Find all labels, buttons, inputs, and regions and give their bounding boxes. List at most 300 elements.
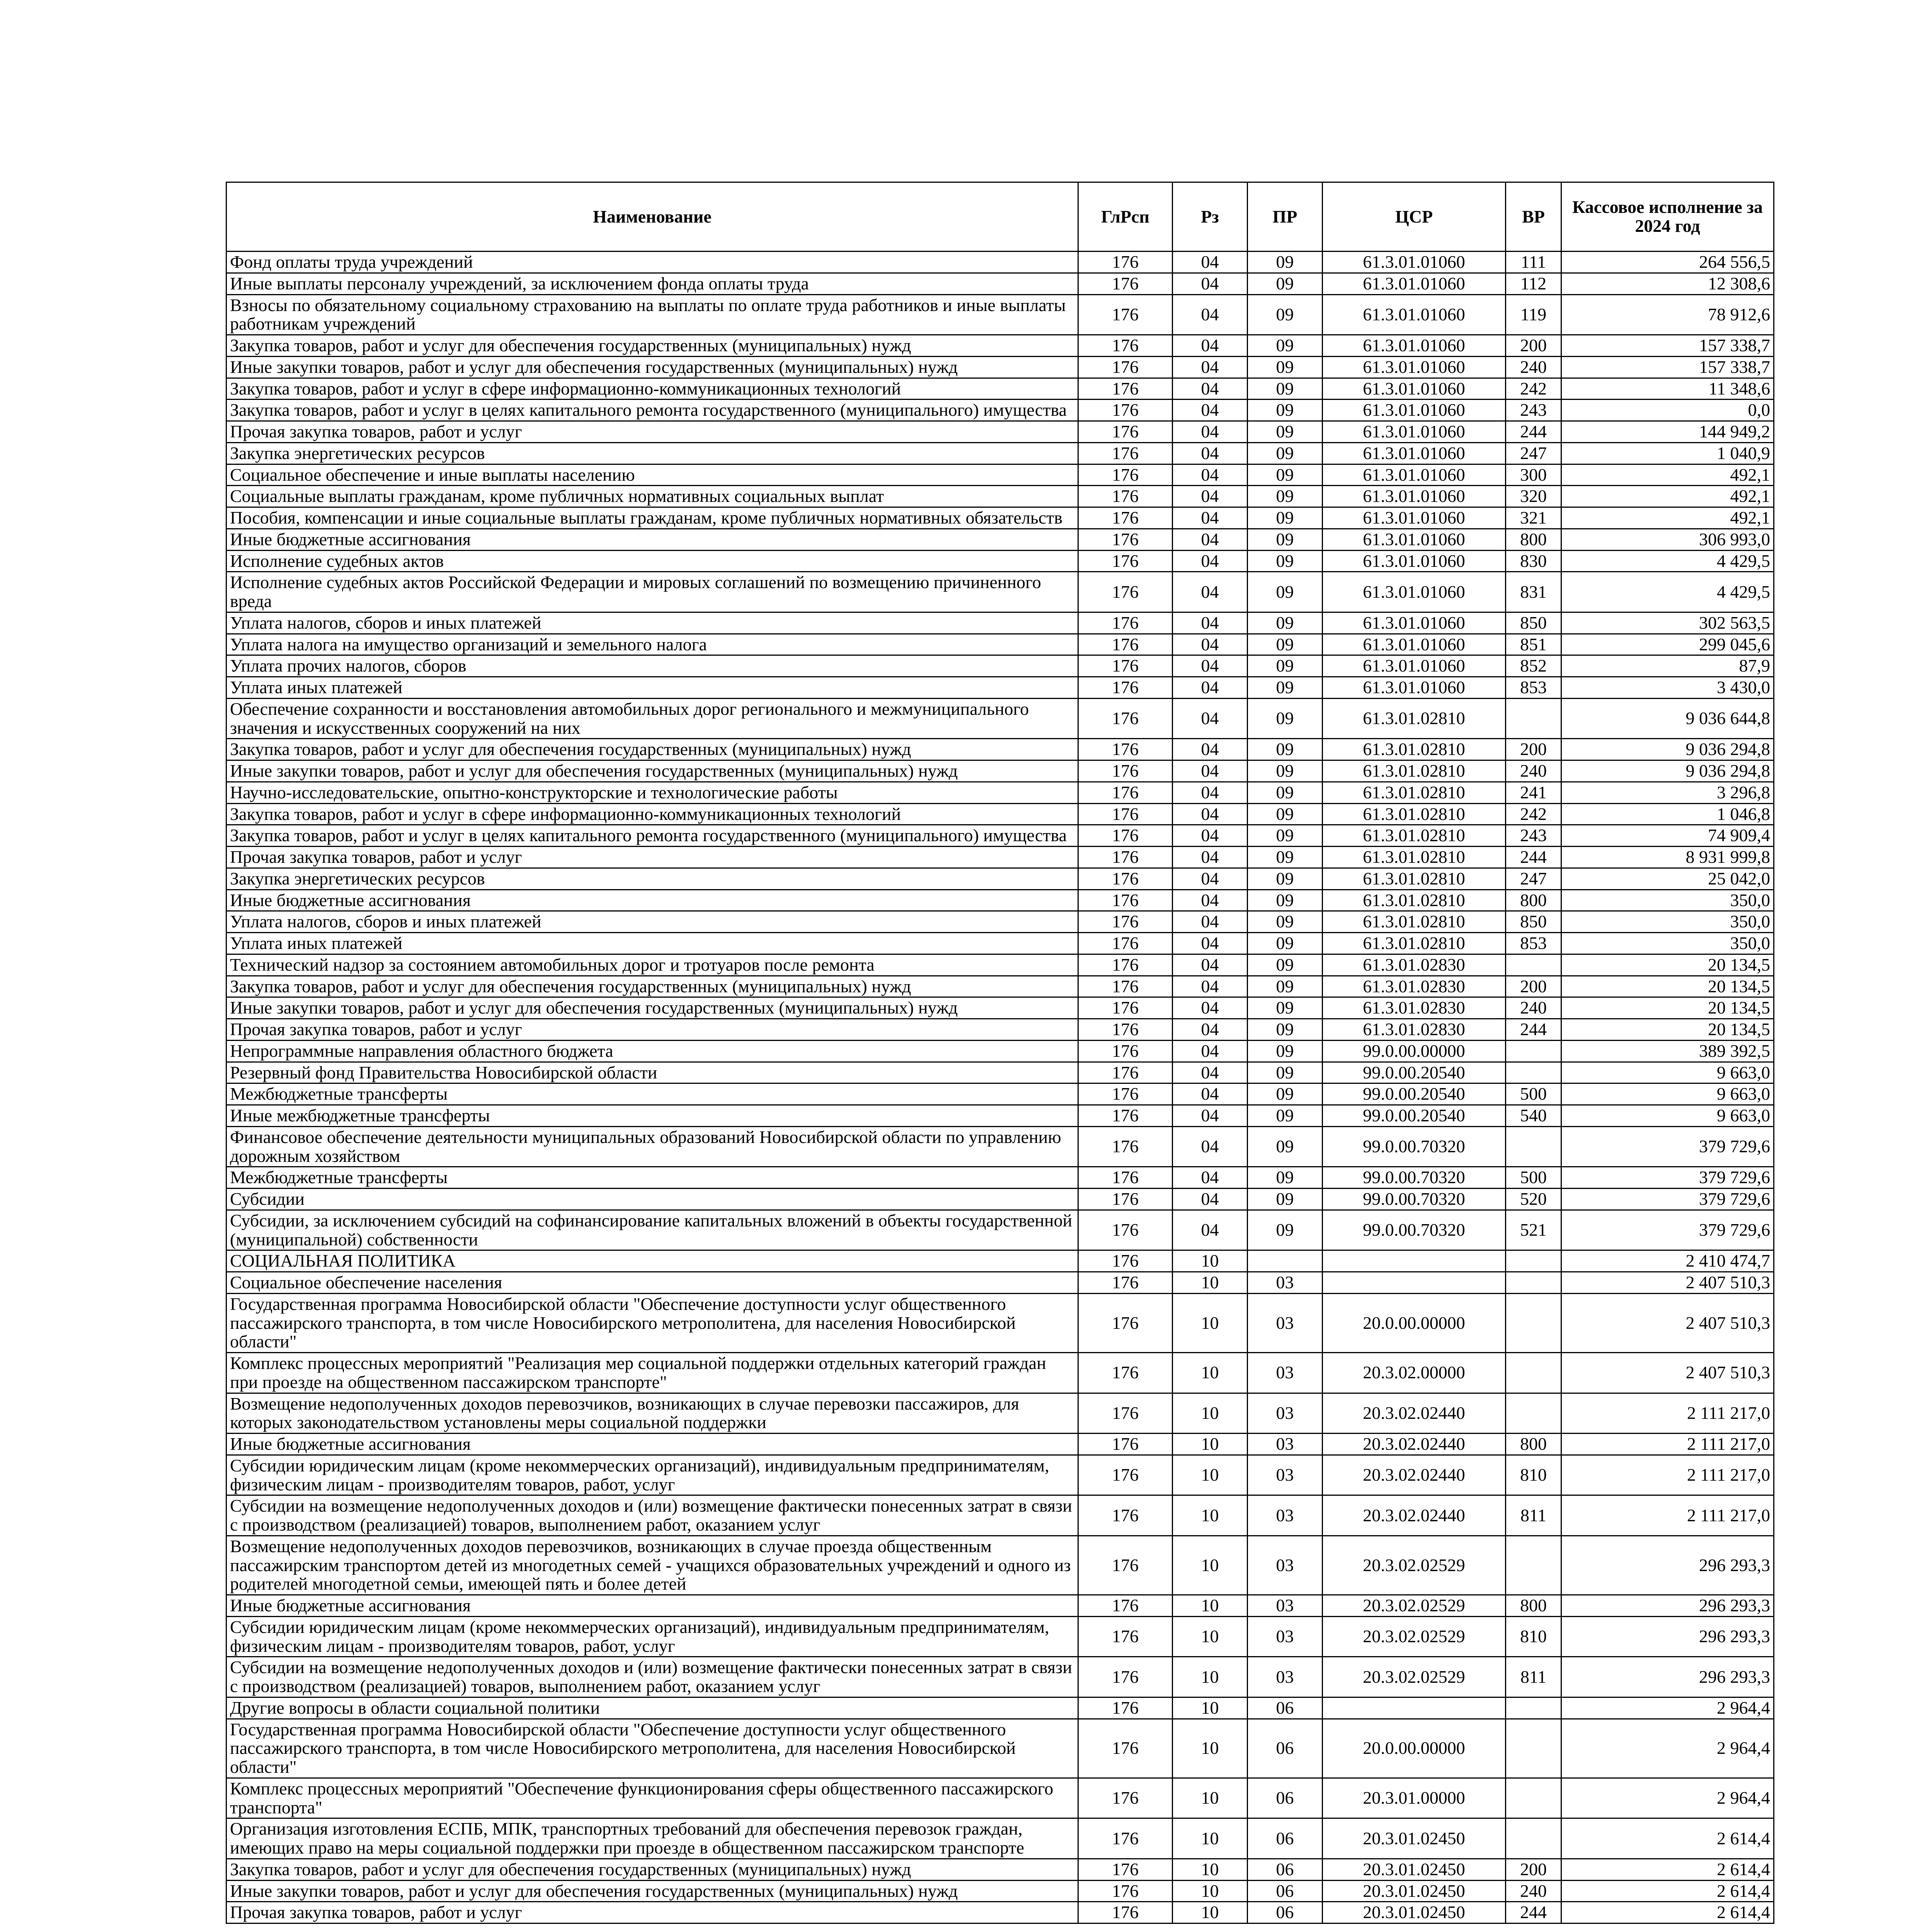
cell-amount: 2 410 474,7: [1561, 1250, 1774, 1272]
cell-vr: [1506, 1536, 1561, 1595]
table-row: [226, 889, 1774, 911]
table-row: [226, 378, 1774, 400]
cell-vr: 244: [1506, 847, 1561, 868]
cell-csr: 61.3.01.01060: [1323, 612, 1506, 634]
cell-vr: 240: [1506, 997, 1561, 1019]
cell-vr: [1506, 1272, 1561, 1294]
cell-glrsp: 176: [1078, 1272, 1173, 1294]
cell-glrsp: 176: [1078, 421, 1173, 443]
cell-name: Закупка товаров, работ и услуг в целях капитального ремонта государственного (муниципального) имущества: [226, 825, 1078, 847]
cell-glrsp: 176: [1078, 294, 1173, 335]
cell-vr: 831: [1506, 572, 1561, 612]
cell-rz: 10: [1173, 1272, 1248, 1294]
cell-name: Закупка энергетических ресурсов: [226, 868, 1078, 889]
cell-pr: 03: [1248, 1434, 1323, 1455]
table-row: [226, 1778, 1774, 1818]
cell-csr: 20.3.01.00000: [1323, 1778, 1506, 1818]
cell-pr: 09: [1248, 421, 1323, 443]
cell-vr: 811: [1506, 1495, 1561, 1536]
cell-amount: 20 134,5: [1561, 954, 1774, 976]
cell-vr: 244: [1506, 1902, 1561, 1923]
cell-rz: 04: [1173, 550, 1248, 572]
cell-glrsp: 176: [1078, 997, 1173, 1019]
table-header-row: [226, 182, 1774, 252]
cell-glrsp: 176: [1078, 252, 1173, 273]
cell-csr: 61.3.01.01060: [1323, 634, 1506, 655]
cell-glrsp: 176: [1078, 825, 1173, 847]
cell-pr: 03: [1248, 1293, 1323, 1352]
cell-csr: 99.0.00.20540: [1323, 1105, 1506, 1127]
cell-pr: 09: [1248, 572, 1323, 612]
cell-glrsp: 176: [1078, 1880, 1173, 1902]
cell-name: Прочая закупка товаров, работ и услуг: [226, 847, 1078, 868]
cell-vr: 800: [1506, 1595, 1561, 1617]
cell-vr: 243: [1506, 825, 1561, 847]
cell-vr: 810: [1506, 1616, 1561, 1657]
cell-csr: 20.3.02.02529: [1323, 1536, 1506, 1595]
cell-vr: 540: [1506, 1105, 1561, 1127]
cell-amount: 296 293,3: [1561, 1595, 1774, 1617]
cell-name: Межбюджетные трансферты: [226, 1083, 1078, 1105]
cell-glrsp: 176: [1078, 868, 1173, 889]
cell-name: Технический надзор за состоянием автомобильных дорог и тротуаров после ремонта: [226, 954, 1078, 976]
cell-vr: 810: [1506, 1455, 1561, 1495]
cell-rz: 04: [1173, 868, 1248, 889]
cell-glrsp: 176: [1078, 1818, 1173, 1859]
cell-glrsp: 176: [1078, 1859, 1173, 1880]
cell-glrsp: 176: [1078, 1083, 1173, 1105]
cell-amount: 296 293,3: [1561, 1536, 1774, 1595]
cell-csr: 20.3.02.02529: [1323, 1616, 1506, 1657]
cell-csr: 99.0.00.70320: [1323, 1167, 1506, 1189]
cell-vr: 244: [1506, 1019, 1561, 1041]
cell-vr: 300: [1506, 464, 1561, 486]
table-row: [226, 1434, 1774, 1455]
cell-name: Закупка товаров, работ и услуг в сфере информационно-коммуникационных технологий: [226, 803, 1078, 825]
header-pr: ПР: [1248, 182, 1323, 252]
cell-amount: 302 563,5: [1561, 612, 1774, 634]
cell-pr: 03: [1248, 1595, 1323, 1617]
cell-pr: 03: [1248, 1495, 1323, 1536]
table-row: [226, 1595, 1774, 1617]
table-row: [226, 1902, 1774, 1923]
cell-glrsp: 176: [1078, 698, 1173, 739]
cell-amount: 11 348,6: [1561, 378, 1774, 400]
cell-vr: 830: [1506, 550, 1561, 572]
cell-name: Другие вопросы в области социальной политики: [226, 1697, 1078, 1719]
cell-csr: 20.3.01.02450: [1323, 1902, 1506, 1923]
cell-pr: 09: [1248, 739, 1323, 760]
cell-name: Субсидии юридическим лицам (кроме некоммерческих организаций), индивидуальным предпринимателям, физическим лицам - производителям товаров, работ, услуг: [226, 1455, 1078, 1495]
cell-rz: 04: [1173, 273, 1248, 294]
cell-amount: 157 338,7: [1561, 356, 1774, 378]
cell-csr: 20.0.00.00000: [1323, 1719, 1506, 1778]
cell-pr: 09: [1248, 1167, 1323, 1189]
cell-amount: 9 663,0: [1561, 1105, 1774, 1127]
cell-name: Исполнение судебных актов Российской Федерации и мировых соглашений по возмещению причиненного вреда: [226, 572, 1078, 612]
table-row: [226, 760, 1774, 782]
cell-csr: 20.3.01.02450: [1323, 1880, 1506, 1902]
cell-vr: 111: [1506, 252, 1561, 273]
table-row: [226, 356, 1774, 378]
cell-csr: 61.3.01.02810: [1323, 933, 1506, 954]
cell-amount: 492,1: [1561, 464, 1774, 486]
cell-name: Субсидии на возмещение недополученных доходов и (или) возмещение фактически понесенных затрат в связи с производством (реализацией) товаров, выполнением работ, оказанием услуг: [226, 1657, 1078, 1697]
cell-vr: [1506, 1293, 1561, 1352]
table-row: [226, 1455, 1774, 1495]
cell-amount: 4 429,5: [1561, 550, 1774, 572]
header-rz: Рз: [1173, 182, 1248, 252]
cell-name: Пособия, компенсации и иные социальные выплаты гражданам, кроме публичных нормативных обязательств: [226, 507, 1078, 529]
cell-csr: 61.3.01.01060: [1323, 572, 1506, 612]
budget-table: [226, 182, 1774, 1924]
cell-name: Фонд оплаты труда учреждений: [226, 252, 1078, 273]
cell-name: Иные межбюджетные трансферты: [226, 1105, 1078, 1127]
table-row: [226, 997, 1774, 1019]
cell-amount: 2 407 510,3: [1561, 1293, 1774, 1352]
cell-glrsp: 176: [1078, 954, 1173, 976]
cell-csr: 20.3.02.02440: [1323, 1495, 1506, 1536]
cell-name: Прочая закупка товаров, работ и услуг: [226, 1902, 1078, 1923]
cell-rz: 10: [1173, 1455, 1248, 1495]
cell-csr: 99.0.00.20540: [1323, 1083, 1506, 1105]
cell-rz: 04: [1173, 760, 1248, 782]
table-row: [226, 507, 1774, 529]
cell-pr: 03: [1248, 1353, 1323, 1393]
cell-pr: 03: [1248, 1536, 1323, 1595]
table-row: [226, 550, 1774, 572]
cell-pr: 06: [1248, 1719, 1323, 1778]
cell-glrsp: 176: [1078, 1189, 1173, 1210]
cell-rz: 10: [1173, 1657, 1248, 1697]
cell-glrsp: 176: [1078, 442, 1173, 464]
cell-name: Социальное обеспечение населения: [226, 1272, 1078, 1294]
cell-rz: 10: [1173, 1697, 1248, 1719]
cell-rz: 04: [1173, 889, 1248, 911]
cell-vr: [1506, 698, 1561, 739]
cell-name: Иные закупки товаров, работ и услуг для обеспечения государственных (муниципальных) нужд: [226, 356, 1078, 378]
cell-glrsp: 176: [1078, 1393, 1173, 1434]
cell-amount: 264 556,5: [1561, 252, 1774, 273]
table-row: [226, 655, 1774, 677]
cell-amount: 9 036 294,8: [1561, 739, 1774, 760]
cell-rz: 10: [1173, 1902, 1248, 1923]
table-row: [226, 572, 1774, 612]
cell-pr: 09: [1248, 442, 1323, 464]
cell-amount: 25 042,0: [1561, 868, 1774, 889]
header-glrsp: ГлРсп: [1078, 182, 1173, 252]
table-row: [226, 273, 1774, 294]
cell-glrsp: 176: [1078, 612, 1173, 634]
cell-name: Иные выплаты персоналу учреждений, за исключением фонда оплаты труда: [226, 273, 1078, 294]
cell-pr: 09: [1248, 803, 1323, 825]
table-row: [226, 1719, 1774, 1778]
table-row: [226, 1126, 1774, 1167]
cell-vr: 321: [1506, 507, 1561, 529]
cell-vr: [1506, 1393, 1561, 1434]
cell-glrsp: 176: [1078, 464, 1173, 486]
cell-name: Финансовое обеспечение деятельности муниципальных образований Новосибирской области по управлению дорожным хозяйством: [226, 1126, 1078, 1167]
table-row: [226, 612, 1774, 634]
cell-rz: 10: [1173, 1250, 1248, 1272]
cell-name: Иные закупки товаров, работ и услуг для обеспечения государственных (муниципальных) нужд: [226, 760, 1078, 782]
cell-name: Иные закупки товаров, работ и услуг для обеспечения государственных (муниципальных) нужд: [226, 997, 1078, 1019]
cell-csr: 61.3.01.01060: [1323, 294, 1506, 335]
cell-rz: 04: [1173, 976, 1248, 997]
cell-rz: 04: [1173, 677, 1248, 699]
cell-glrsp: 176: [1078, 1126, 1173, 1167]
cell-amount: 20 134,5: [1561, 976, 1774, 997]
cell-csr: [1323, 1272, 1506, 1294]
cell-name: Уплата налогов, сборов и иных платежей: [226, 612, 1078, 634]
cell-rz: 04: [1173, 1167, 1248, 1189]
table-row: [226, 847, 1774, 868]
cell-amount: 350,0: [1561, 889, 1774, 911]
cell-name: Государственная программа Новосибирской области "Обеспечение доступности услуг общественного пассажирского транспорта, в том числе Новосибирского метрополитена, для населения Новосибирской области": [226, 1293, 1078, 1352]
cell-glrsp: 176: [1078, 760, 1173, 782]
cell-vr: 850: [1506, 911, 1561, 933]
cell-vr: 800: [1506, 889, 1561, 911]
cell-rz: 10: [1173, 1616, 1248, 1657]
cell-pr: 09: [1248, 911, 1323, 933]
cell-vr: 500: [1506, 1167, 1561, 1189]
cell-glrsp: 176: [1078, 550, 1173, 572]
cell-csr: 61.3.01.02810: [1323, 847, 1506, 868]
cell-amount: 379 729,6: [1561, 1189, 1774, 1210]
cell-amount: 2 111 217,0: [1561, 1455, 1774, 1495]
cell-vr: [1506, 1353, 1561, 1393]
cell-glrsp: 176: [1078, 1595, 1173, 1617]
cell-csr: 61.3.01.01060: [1323, 507, 1506, 529]
cell-pr: 03: [1248, 1272, 1323, 1294]
cell-vr: 500: [1506, 1083, 1561, 1105]
cell-rz: 10: [1173, 1859, 1248, 1880]
cell-name: Непрограммные направления областного бюджета: [226, 1040, 1078, 1062]
cell-name: Иные закупки товаров, работ и услуг для обеспечения государственных (муниципальных) нужд: [226, 1880, 1078, 1902]
cell-vr: 112: [1506, 273, 1561, 294]
cell-glrsp: 176: [1078, 739, 1173, 760]
cell-name: Прочая закупка товаров, работ и услуг: [226, 421, 1078, 443]
table-row: [226, 1210, 1774, 1250]
cell-name: Обеспечение сохранности и восстановления автомобильных дорог регионального и межмуниципального значения и искусственных сооружений на них: [226, 698, 1078, 739]
cell-csr: 61.3.01.02810: [1323, 782, 1506, 803]
cell-csr: 61.3.01.01060: [1323, 529, 1506, 550]
cell-amount: 12 308,6: [1561, 273, 1774, 294]
cell-glrsp: 176: [1078, 1105, 1173, 1127]
cell-glrsp: 176: [1078, 335, 1173, 357]
cell-name: Иные бюджетные ассигнования: [226, 889, 1078, 911]
cell-vr: 200: [1506, 1859, 1561, 1880]
cell-amount: 2 111 217,0: [1561, 1393, 1774, 1434]
table-row: [226, 1272, 1774, 1294]
cell-vr: [1506, 1062, 1561, 1083]
cell-amount: 3 430,0: [1561, 677, 1774, 699]
cell-vr: 811: [1506, 1657, 1561, 1697]
cell-name: Социальные выплаты гражданам, кроме публичных нормативных социальных выплат: [226, 486, 1078, 507]
cell-rz: 04: [1173, 356, 1248, 378]
table-row: [226, 529, 1774, 550]
cell-rz: 10: [1173, 1353, 1248, 1393]
table-row: [226, 400, 1774, 421]
cell-glrsp: 176: [1078, 1536, 1173, 1595]
cell-vr: 241: [1506, 782, 1561, 803]
cell-pr: 09: [1248, 335, 1323, 357]
table-row: [226, 1019, 1774, 1041]
table-row: [226, 868, 1774, 889]
cell-name: Уплата налога на имущество организаций и земельного налога: [226, 634, 1078, 655]
cell-glrsp: 176: [1078, 1616, 1173, 1657]
cell-amount: 2 407 510,3: [1561, 1353, 1774, 1393]
cell-vr: 242: [1506, 378, 1561, 400]
cell-vr: 850: [1506, 612, 1561, 634]
cell-rz: 10: [1173, 1293, 1248, 1352]
cell-pr: 06: [1248, 1880, 1323, 1902]
cell-amount: 9 036 294,8: [1561, 760, 1774, 782]
cell-name: Уплата иных платежей: [226, 677, 1078, 699]
cell-glrsp: 176: [1078, 1293, 1173, 1352]
cell-rz: 04: [1173, 572, 1248, 612]
cell-name: Закупка товаров, работ и услуг в целях капитального ремонта государственного (муниципального) имущества: [226, 400, 1078, 421]
table-row: [226, 1250, 1774, 1272]
cell-glrsp: 176: [1078, 1657, 1173, 1697]
cell-amount: 2 964,4: [1561, 1719, 1774, 1778]
cell-vr: 242: [1506, 803, 1561, 825]
cell-vr: 200: [1506, 739, 1561, 760]
cell-amount: 2 111 217,0: [1561, 1434, 1774, 1455]
cell-rz: 04: [1173, 655, 1248, 677]
table-row: [226, 421, 1774, 443]
cell-name: Закупка энергетических ресурсов: [226, 442, 1078, 464]
cell-rz: 04: [1173, 954, 1248, 976]
table-row: [226, 1353, 1774, 1393]
cell-amount: 299 045,6: [1561, 634, 1774, 655]
cell-rz: 04: [1173, 782, 1248, 803]
cell-glrsp: 176: [1078, 1353, 1173, 1393]
table-row: [226, 698, 1774, 739]
cell-csr: 61.3.01.01060: [1323, 464, 1506, 486]
cell-name: Субсидии, за исключением субсидий на софинансирование капитальных вложений в объекты государственной (муниципальной) собственности: [226, 1210, 1078, 1250]
cell-glrsp: 176: [1078, 847, 1173, 868]
cell-name: Иные бюджетные ассигнования: [226, 1434, 1078, 1455]
cell-name: Научно-исследовательские, опытно-конструкторские и технологические работы: [226, 782, 1078, 803]
cell-amount: 78 912,6: [1561, 294, 1774, 335]
cell-amount: 2 614,4: [1561, 1818, 1774, 1859]
cell-name: Уплата прочих налогов, сборов: [226, 655, 1078, 677]
cell-csr: 99.0.00.00000: [1323, 1040, 1506, 1062]
cell-rz: 04: [1173, 1210, 1248, 1250]
cell-amount: 350,0: [1561, 933, 1774, 954]
table-row: [226, 1105, 1774, 1127]
cell-rz: 04: [1173, 421, 1248, 443]
cell-rz: 04: [1173, 634, 1248, 655]
cell-glrsp: 176: [1078, 1719, 1173, 1778]
table-row: [226, 1293, 1774, 1352]
cell-pr: 09: [1248, 634, 1323, 655]
table-row: [226, 825, 1774, 847]
cell-vr: 852: [1506, 655, 1561, 677]
cell-rz: 04: [1173, 911, 1248, 933]
cell-csr: 61.3.01.01060: [1323, 400, 1506, 421]
cell-pr: 09: [1248, 1189, 1323, 1210]
cell-csr: 61.3.01.02810: [1323, 698, 1506, 739]
cell-rz: 10: [1173, 1719, 1248, 1778]
cell-csr: 61.3.01.02810: [1323, 868, 1506, 889]
cell-vr: [1506, 1126, 1561, 1167]
cell-glrsp: 176: [1078, 782, 1173, 803]
cell-glrsp: 176: [1078, 1210, 1173, 1250]
cell-rz: 10: [1173, 1595, 1248, 1617]
cell-rz: 04: [1173, 378, 1248, 400]
cell-pr: 09: [1248, 507, 1323, 529]
cell-rz: 04: [1173, 933, 1248, 954]
cell-glrsp: 176: [1078, 1495, 1173, 1536]
cell-pr: 09: [1248, 612, 1323, 634]
cell-amount: 1 046,8: [1561, 803, 1774, 825]
cell-glrsp: 176: [1078, 889, 1173, 911]
cell-pr: 09: [1248, 1105, 1323, 1127]
cell-rz: 04: [1173, 252, 1248, 273]
cell-glrsp: 176: [1078, 1167, 1173, 1189]
table-row: [226, 739, 1774, 760]
table-row: [226, 803, 1774, 825]
cell-glrsp: 176: [1078, 1062, 1173, 1083]
cell-csr: 61.3.01.02810: [1323, 825, 1506, 847]
cell-pr: 09: [1248, 889, 1323, 911]
cell-csr: 61.3.01.02810: [1323, 760, 1506, 782]
cell-csr: [1323, 1697, 1506, 1719]
cell-name: Возмещение недополученных доходов перевозчиков, возникающих в случае проезда общественным пассажирским транспортом детей из многодетных семей - учащихся образовательных учреждений и одного из родителей многодетной семьи, имеющей пять и более детей: [226, 1536, 1078, 1595]
cell-rz: 04: [1173, 464, 1248, 486]
cell-csr: 20.3.02.02440: [1323, 1455, 1506, 1495]
cell-csr: 20.3.01.02450: [1323, 1818, 1506, 1859]
cell-name: Социальное обеспечение и иные выплаты населению: [226, 464, 1078, 486]
cell-glrsp: 176: [1078, 1697, 1173, 1719]
table-row: [226, 1818, 1774, 1859]
cell-pr: 09: [1248, 486, 1323, 507]
cell-csr: 20.3.02.02440: [1323, 1434, 1506, 1455]
cell-name: Комплекс процессных мероприятий "Реализация мер социальной поддержки отдельных категорий граждан при проезде на общественном пассажирском транспорте": [226, 1353, 1078, 1393]
cell-name: Закупка товаров, работ и услуг для обеспечения государственных (муниципальных) нужд: [226, 739, 1078, 760]
cell-vr: 200: [1506, 976, 1561, 997]
cell-pr: 09: [1248, 550, 1323, 572]
cell-csr: 20.0.00.00000: [1323, 1293, 1506, 1352]
cell-glrsp: 176: [1078, 655, 1173, 677]
cell-name: Прочая закупка товаров, работ и услуг: [226, 1019, 1078, 1041]
cell-name: Уплата иных платежей: [226, 933, 1078, 954]
cell-csr: 61.3.01.02830: [1323, 954, 1506, 976]
cell-vr: [1506, 1778, 1561, 1818]
cell-csr: 61.3.01.02810: [1323, 739, 1506, 760]
cell-pr: 09: [1248, 976, 1323, 997]
cell-pr: 09: [1248, 847, 1323, 868]
cell-glrsp: 176: [1078, 572, 1173, 612]
cell-rz: 10: [1173, 1818, 1248, 1859]
cell-glrsp: 176: [1078, 911, 1173, 933]
cell-amount: 2 964,4: [1561, 1778, 1774, 1818]
table-row: [226, 1657, 1774, 1697]
cell-pr: 09: [1248, 1019, 1323, 1041]
table-row: [226, 1062, 1774, 1083]
cell-csr: 61.3.01.01060: [1323, 550, 1506, 572]
table-row: [226, 976, 1774, 997]
cell-rz: 10: [1173, 1778, 1248, 1818]
cell-rz: 04: [1173, 803, 1248, 825]
cell-csr: 61.3.01.01060: [1323, 677, 1506, 699]
cell-pr: 09: [1248, 760, 1323, 782]
cell-vr: 240: [1506, 1880, 1561, 1902]
cell-glrsp: 176: [1078, 803, 1173, 825]
cell-vr: [1506, 1719, 1561, 1778]
